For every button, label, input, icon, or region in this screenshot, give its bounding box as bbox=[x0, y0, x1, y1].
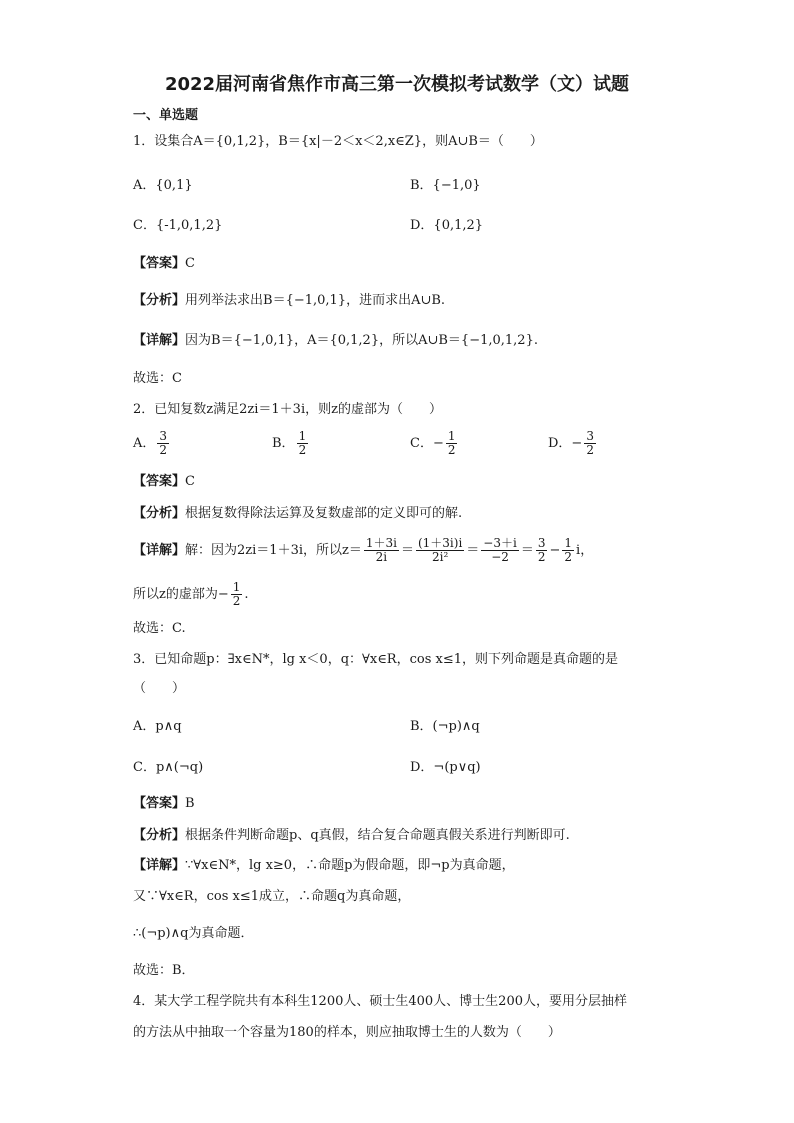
q1-option-b: B．{−1,0} bbox=[410, 178, 481, 193]
numerator: 3 bbox=[586, 429, 594, 443]
denominator: 2i² bbox=[416, 550, 464, 564]
q2-option-b bbox=[272, 430, 310, 457]
section-heading: 一、单选题 bbox=[133, 108, 199, 123]
numerator: 3 bbox=[537, 536, 546, 550]
numerator: 3 bbox=[159, 429, 168, 443]
q2-option-a bbox=[133, 430, 171, 457]
q1-answer-value: C bbox=[185, 256, 195, 271]
q2-detail-tail: i， bbox=[576, 543, 594, 558]
numerator: 1 bbox=[564, 536, 573, 550]
q3-stem-line-1: 3．已知命题p：∃x∈N*，lg x＜0，q：∀x∈R，cos x≤1，则下列命题是真命题的是 bbox=[133, 652, 619, 667]
q4-stem-line-1: 4．某大学工程学院共有本科生1200人、硕士生400人、博士生200人，要用分层抽样 bbox=[133, 994, 627, 1009]
q2-option-a-label: A． bbox=[133, 436, 156, 451]
q1-stem: 1．设集合A＝{0,1,2}，B＝{x|－2＜x＜2,x∈Z}，则A∪B＝（ ） bbox=[133, 134, 543, 149]
minus-sign: − bbox=[549, 543, 561, 558]
q1-analysis bbox=[133, 292, 445, 310]
q3-detail-line-1 bbox=[133, 857, 515, 875]
q2-stem: 2．已知复数z满足2zi＝1＋3i，则z的虚部为（ ） bbox=[133, 402, 442, 417]
q2-analysis-text: 根据复数得除法运算及复数虚部的定义即可的解. bbox=[185, 506, 463, 521]
q3-option-a: A．p∧q bbox=[133, 719, 182, 734]
numerator: −3＋i bbox=[483, 536, 517, 550]
denominator: −2 bbox=[481, 550, 519, 564]
analysis-tag: 【分析】 bbox=[133, 293, 186, 308]
q1-option-a: A．{0,1} bbox=[133, 178, 193, 193]
detail-tag: 【详解】 bbox=[133, 543, 186, 558]
analysis-tag: 【分析】 bbox=[133, 506, 186, 521]
denominator: 2 bbox=[447, 443, 456, 457]
numerator: (1＋3i)i bbox=[417, 536, 463, 550]
equals-sign: ＝ bbox=[400, 543, 414, 558]
q4-stem-line-2: 的方法从中抽取一个容量为180的样本，则应抽取博士生的人数为（ ） bbox=[133, 1025, 561, 1040]
q3-answer-value: B bbox=[185, 796, 195, 811]
q2-detail bbox=[133, 537, 593, 564]
q2-conclusion-tail: . bbox=[244, 587, 249, 602]
q1-answer bbox=[133, 255, 195, 273]
q3-detail-text: ∵∀x∈N*，lg x≥0，∴命题p为假命题，即¬p为真命题， bbox=[185, 858, 515, 873]
detail-tag: 【详解】 bbox=[133, 333, 186, 348]
q2-answer-value: C bbox=[185, 474, 195, 489]
equals-sign: ＝ bbox=[520, 543, 534, 558]
numerator: 1 bbox=[298, 429, 307, 443]
fraction bbox=[157, 430, 169, 457]
q2-answer bbox=[133, 473, 195, 491]
q3-option-c: C．p∧(¬q) bbox=[133, 760, 204, 775]
q2-conclusion bbox=[133, 581, 249, 608]
q2-analysis bbox=[133, 505, 462, 523]
numerator: 1 bbox=[232, 580, 241, 594]
q3-detail-line-2: 又∵∀x∈R，cos x≤1成立，∴命题q为真命题， bbox=[133, 889, 411, 904]
q3-detail-line-3: ∴(¬p)∧q为真命题． bbox=[133, 926, 254, 941]
fraction bbox=[536, 537, 548, 564]
equals-sign: ＝ bbox=[466, 543, 480, 558]
fraction bbox=[446, 430, 458, 457]
q1-option-c: C．{-1,0,1,2} bbox=[133, 218, 223, 233]
detail-tag: 【详解】 bbox=[133, 858, 186, 873]
fraction bbox=[231, 581, 243, 608]
answer-tag: 【答案】 bbox=[133, 256, 186, 271]
fraction bbox=[416, 537, 464, 564]
fraction bbox=[297, 430, 309, 457]
denominator: 2 bbox=[537, 550, 546, 564]
q2-option-d-label: D．− bbox=[548, 436, 583, 451]
document-title: 2022届河南省焦作市高三第一次模拟考试数学（文）试题 bbox=[164, 74, 630, 95]
denominator: 2 bbox=[159, 443, 168, 457]
fraction bbox=[364, 537, 399, 564]
q3-analysis-text: 根据条件判断命题p、q真假，结合复合命题真假关系进行判断即可. bbox=[185, 828, 570, 843]
q1-analysis-text: 用列举法求出B＝{−1,0,1}，进而求出A∪B. bbox=[185, 293, 446, 308]
answer-tag: 【答案】 bbox=[133, 796, 186, 811]
q3-choice: 故选：B． bbox=[133, 963, 195, 978]
denominator: 2 bbox=[298, 443, 307, 457]
denominator: 2 bbox=[564, 550, 573, 564]
q1-choice: 故选：C bbox=[133, 371, 182, 386]
denominator: 2 bbox=[232, 594, 241, 608]
fraction bbox=[562, 537, 574, 564]
q2-choice: 故选：C. bbox=[133, 621, 186, 636]
q3-option-b: B．(¬p)∧q bbox=[410, 719, 480, 734]
numerator: 1 bbox=[447, 429, 456, 443]
denominator: 2 bbox=[586, 443, 594, 457]
numerator: 1＋3i bbox=[365, 536, 397, 550]
q3-answer bbox=[133, 795, 195, 813]
q2-option-b-label: B． bbox=[272, 436, 295, 451]
denominator: 2i bbox=[364, 550, 399, 564]
q3-option-d: D．¬(p∨q) bbox=[410, 760, 481, 775]
answer-tag: 【答案】 bbox=[133, 474, 186, 489]
q2-option-d bbox=[548, 430, 598, 457]
q1-detail-text: 因为B＝{−1,0,1}，A＝{0,1,2}，所以A∪B＝{−1,0,1,2}. bbox=[185, 333, 538, 348]
fraction bbox=[584, 430, 596, 457]
q2-option-c bbox=[410, 430, 459, 457]
q2-conclusion-pre: 所以z的虚部为− bbox=[133, 587, 229, 602]
analysis-tag: 【分析】 bbox=[133, 828, 186, 843]
q1-option-d: D．{0,1,2} bbox=[410, 218, 484, 233]
q2-detail-pre: 解：因为2zi＝1＋3i，所以z＝ bbox=[185, 543, 362, 558]
q3-stem-line-2: （ ） bbox=[133, 681, 186, 696]
fraction bbox=[481, 537, 519, 564]
q1-detail bbox=[133, 332, 538, 350]
q3-analysis bbox=[133, 827, 570, 845]
q2-option-c-label: C．− bbox=[410, 436, 444, 451]
